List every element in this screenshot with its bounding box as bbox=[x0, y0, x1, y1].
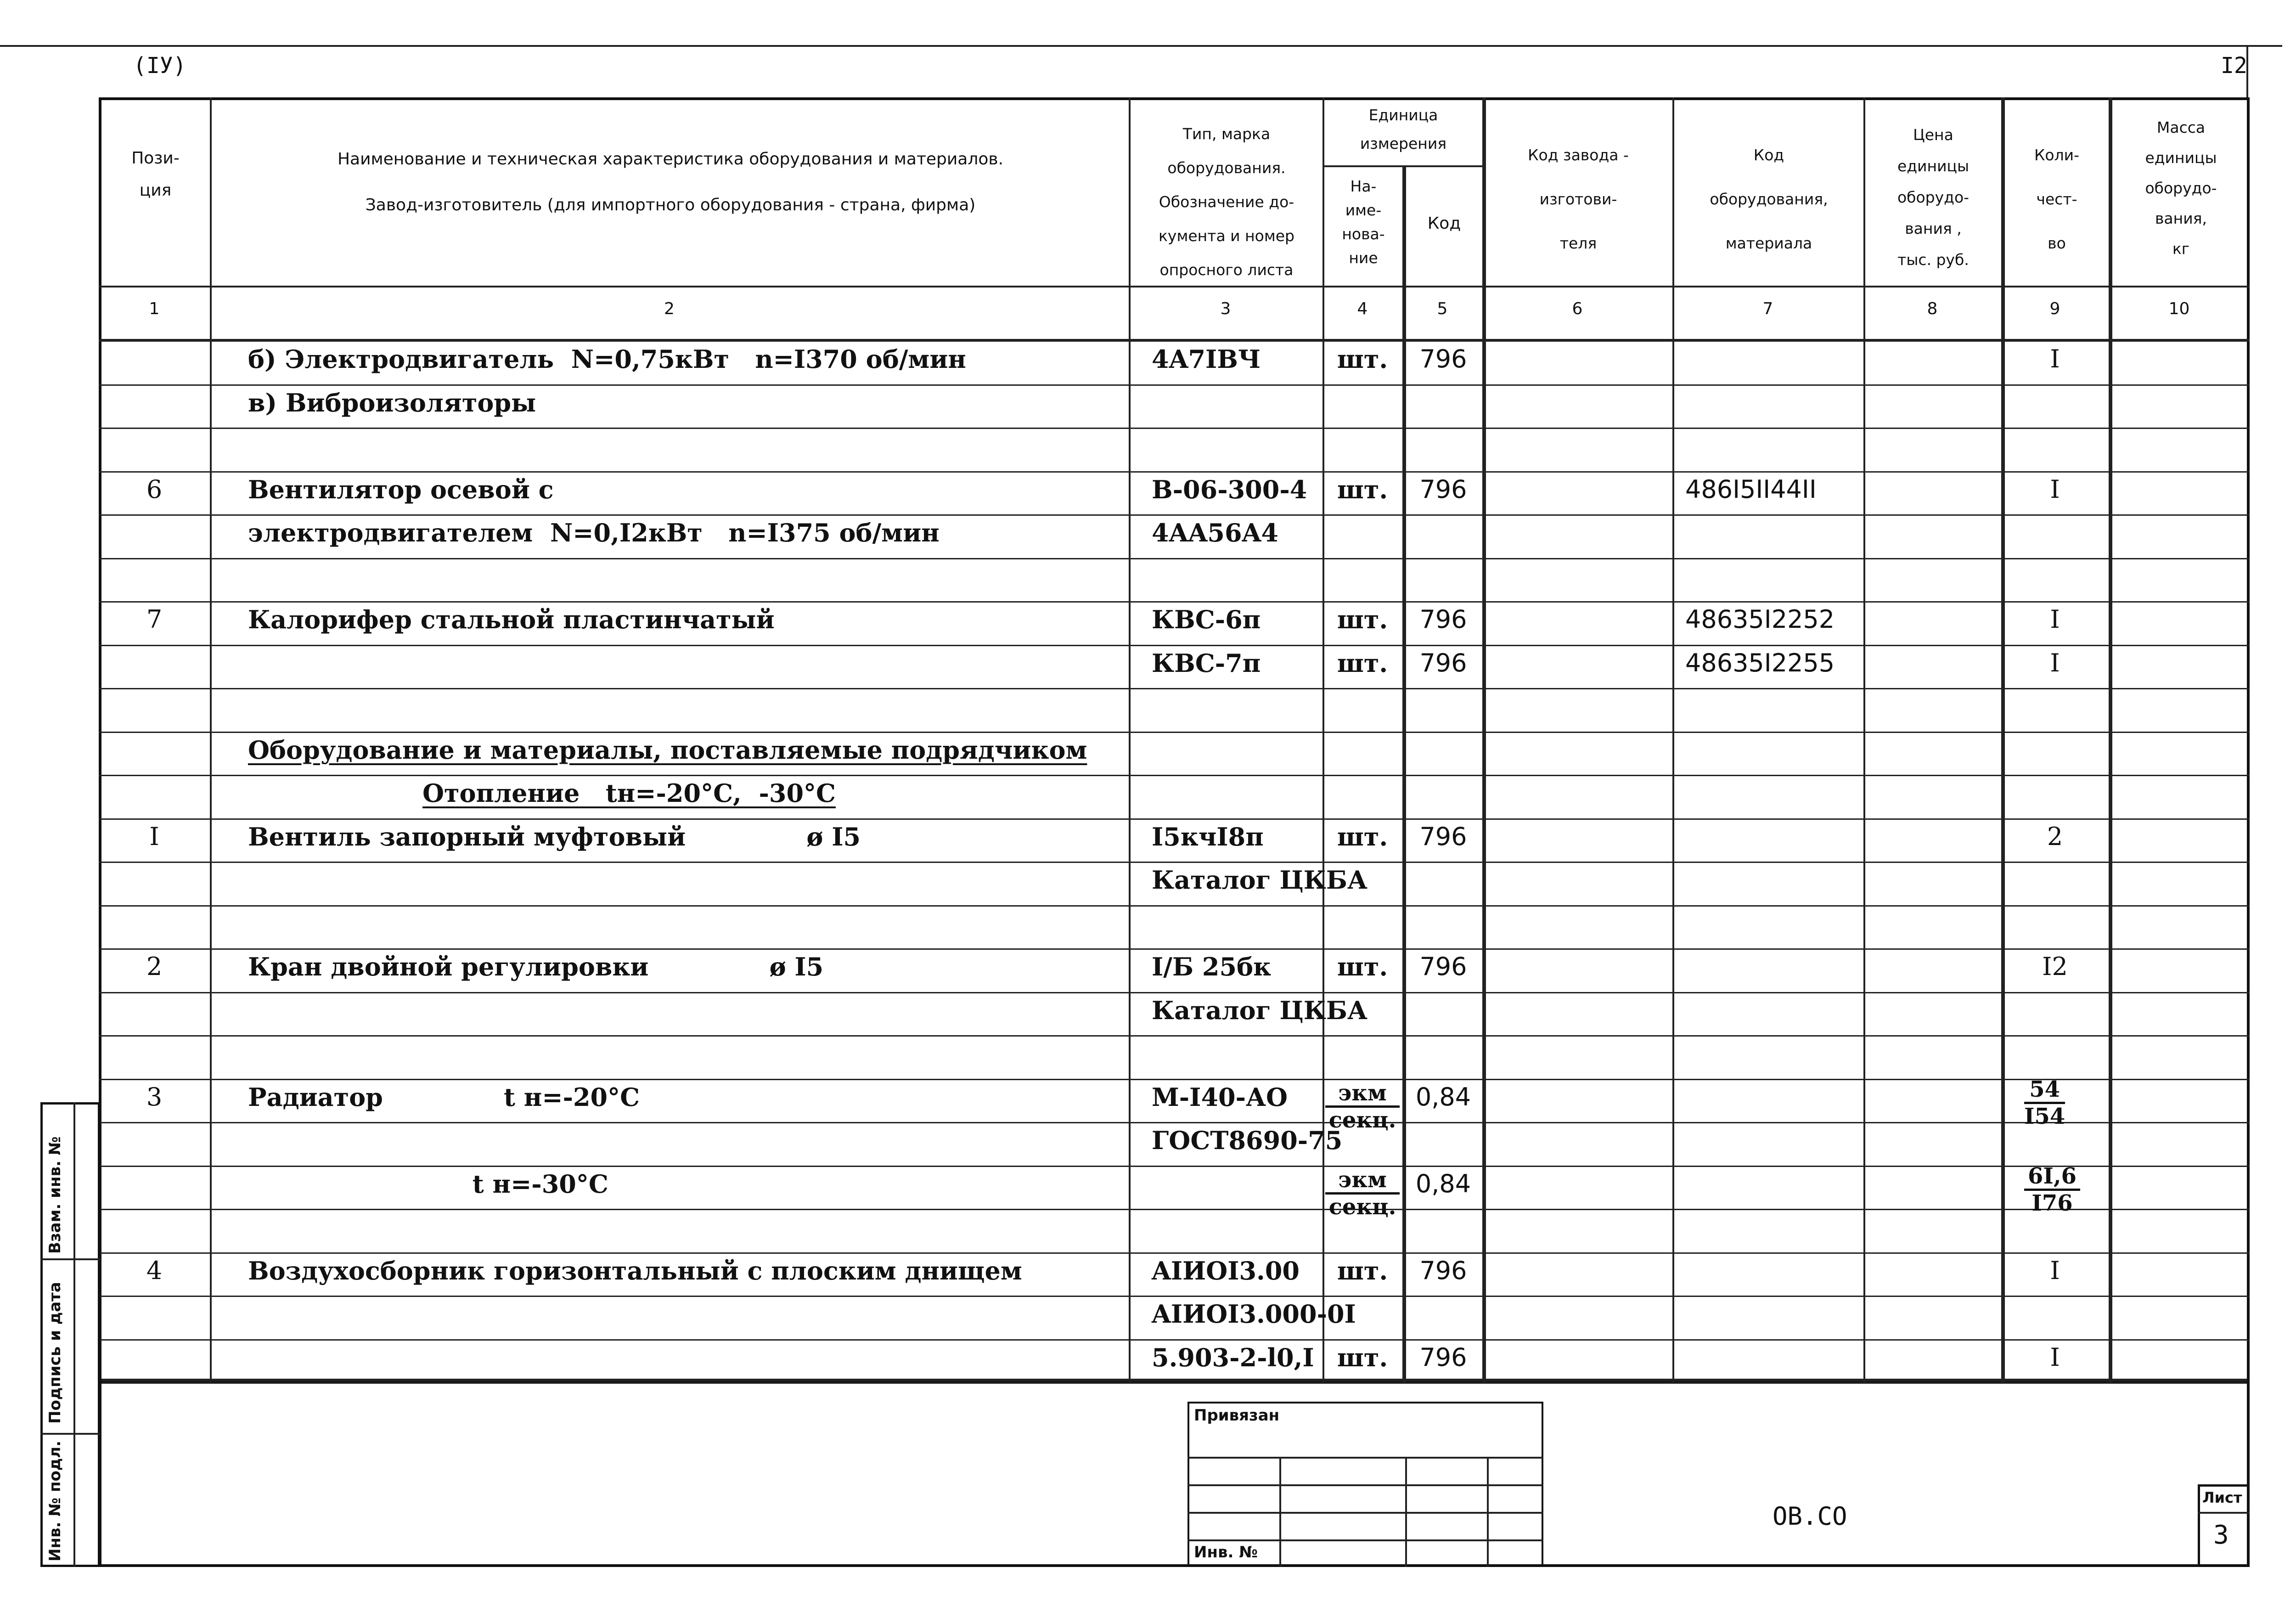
row-quantity: I bbox=[2050, 475, 2060, 504]
col-divider-7 bbox=[1863, 97, 1865, 1383]
binding-stamp-row-1 bbox=[1187, 1457, 1543, 1459]
sheet-number-divider bbox=[2198, 1512, 2250, 1514]
table-row-rule bbox=[99, 1339, 2250, 1341]
side-stamp-row-1 bbox=[40, 1258, 100, 1260]
side-replacement-inventory: Взам. инв. № bbox=[46, 1136, 64, 1254]
binding-stamp-row-4 bbox=[1187, 1539, 1543, 1541]
header-position: Пози- ция bbox=[131, 149, 180, 200]
row-unit-code: 796 bbox=[1419, 344, 1467, 373]
header-unit-group: Единица измерения bbox=[1360, 106, 1447, 152]
row-type-mark: КВС-6п bbox=[1152, 605, 1261, 634]
sheet-label: Лист bbox=[2202, 1489, 2242, 1506]
colnum-5: 5 bbox=[1437, 299, 1448, 318]
unit-group-rule bbox=[1322, 165, 1482, 167]
table-row-rule bbox=[99, 514, 2250, 516]
quantity-numerator: 6I,6 bbox=[2024, 1164, 2080, 1191]
row-quantity: I bbox=[2050, 1343, 2060, 1372]
binding-stamp-row-3 bbox=[1187, 1512, 1543, 1514]
side-signature-date: Подпись и дата bbox=[46, 1282, 64, 1424]
row-unit-name: шт. bbox=[1337, 1343, 1388, 1372]
row-item-name: Калорифер стальной пластинчатый bbox=[248, 605, 775, 634]
row-position: 2 bbox=[146, 952, 163, 981]
row-quantity-fraction bbox=[2024, 1077, 2065, 1129]
row-unit-name: шт. bbox=[1337, 952, 1388, 981]
colnum-1: 1 bbox=[149, 299, 160, 318]
row-type-mark: ГОСТ8690-75 bbox=[1152, 1126, 1343, 1155]
table-row-rule bbox=[99, 1122, 2250, 1123]
table-row-rule bbox=[99, 1166, 2250, 1167]
colnum-7: 7 bbox=[1762, 299, 1773, 318]
table-row-rule bbox=[99, 1035, 2250, 1037]
colnum-8: 8 bbox=[1927, 299, 1938, 318]
table-row-rule bbox=[99, 645, 2250, 646]
document-code: ОВ.СО bbox=[1773, 1502, 1847, 1531]
header-equipment-code: Код оборудования, материала bbox=[1710, 146, 1828, 252]
row-type-mark: I5кчI8п bbox=[1152, 822, 1264, 851]
row-equipment-code: 48635I2255 bbox=[1685, 648, 1835, 677]
row-unit-name: шт. bbox=[1337, 475, 1388, 504]
row-item-name: Вентиль запорный муфтовый ø I5 bbox=[248, 822, 861, 851]
row-position: I bbox=[149, 822, 159, 851]
row-type-mark: Каталог ЦКБА bbox=[1152, 996, 1367, 1025]
table-row-rule bbox=[99, 558, 2250, 559]
table-row-rule bbox=[99, 384, 2250, 386]
row-item-name: в) Виброизоляторы bbox=[248, 388, 536, 417]
row-unit-code: 796 bbox=[1419, 822, 1467, 851]
row-unit-fraction bbox=[1325, 1167, 1400, 1219]
table-row-rule bbox=[99, 862, 2250, 863]
colnum-10: 10 bbox=[2168, 299, 2190, 318]
row-type-mark: 4AA56A4 bbox=[1152, 518, 1278, 547]
unit-numerator: экм bbox=[1325, 1167, 1400, 1195]
table-row-rule bbox=[99, 1252, 2250, 1254]
header-mass: Масса единицы оборудо- вания, кг bbox=[2145, 118, 2217, 258]
row-item-name: Отопление tн=-20°С, -30°С bbox=[422, 778, 836, 808]
row-unit-code: 796 bbox=[1419, 648, 1467, 677]
table-row-rule bbox=[99, 1296, 2250, 1297]
quantity-denominator: I76 bbox=[2032, 1190, 2073, 1216]
row-item-name: Радиатор t н=-20°С bbox=[248, 1082, 640, 1112]
col-divider-3 bbox=[1322, 97, 1324, 1383]
table-row-rule bbox=[99, 818, 2250, 820]
top-page-box-divider bbox=[2246, 45, 2248, 100]
row-quantity: I2 bbox=[2042, 952, 2068, 981]
row-type-mark: КВС-7п bbox=[1152, 648, 1261, 678]
row-item-name: t н=-30°С bbox=[248, 1169, 608, 1199]
binding-inventory-label: Инв. № bbox=[1194, 1543, 1258, 1561]
binding-stamp-row-2 bbox=[1187, 1484, 1543, 1486]
header-unit-name: На- име- нова- ние bbox=[1342, 177, 1385, 267]
row-unit-name: шт. bbox=[1337, 648, 1388, 678]
row-type-mark: Каталог ЦКБА bbox=[1152, 865, 1367, 895]
table-row-rule bbox=[99, 601, 2250, 603]
row-type-mark: I/Б 25бк bbox=[1152, 952, 1272, 981]
row-position: 6 bbox=[146, 475, 163, 504]
table-row-rule bbox=[99, 471, 2250, 473]
colnum-9: 9 bbox=[2049, 299, 2060, 318]
col-divider-5 bbox=[1482, 97, 1486, 1383]
row-unit-code: 0,84 bbox=[1415, 1082, 1471, 1111]
table-row-rule bbox=[99, 905, 2250, 907]
page-number-top: I2 bbox=[2221, 53, 2247, 79]
row-type-mark: AIИОI3.00 bbox=[1152, 1256, 1300, 1285]
header-name-line2: Завод-изготовитель (для импортного оборудования - страна, фирма) bbox=[365, 196, 976, 214]
unit-denominator: секц. bbox=[1328, 1194, 1396, 1220]
row-item-name: Воздухосборник горизонтальный с плоским днищем bbox=[248, 1256, 1022, 1285]
row-item-name: Кран двойной регулировки ø I5 bbox=[248, 952, 824, 981]
row-type-mark: 5.903-2-l0,I bbox=[1152, 1343, 1314, 1372]
row-unit-code: 796 bbox=[1419, 475, 1467, 504]
side-original-inventory: Инв. № подл. bbox=[46, 1440, 64, 1561]
row-equipment-code: 48635I2252 bbox=[1685, 605, 1835, 634]
row-item-name: электродвигателем N=0,I2кВт n=I375 об/мин bbox=[248, 518, 940, 547]
row-unit-name: шт. bbox=[1337, 1256, 1388, 1285]
header-type: Тип, марка оборудования. Обозначение до- кумента и номер опросного листа bbox=[1158, 125, 1295, 279]
row-quantity: 2 bbox=[2047, 822, 2063, 851]
title-block-frame bbox=[99, 1379, 2250, 1567]
row-quantity: I bbox=[2050, 648, 2060, 677]
colnum-bottom-rule bbox=[99, 339, 2250, 342]
binding-label: Привязан bbox=[1194, 1406, 1280, 1425]
row-unit-code: 0,84 bbox=[1415, 1169, 1471, 1198]
unit-numerator: экм bbox=[1325, 1081, 1400, 1108]
unit-denominator: секц. bbox=[1328, 1107, 1396, 1133]
binding-stamp-col-3 bbox=[1487, 1457, 1489, 1567]
row-quantity-fraction bbox=[2024, 1164, 2080, 1216]
side-stamp-row-2 bbox=[40, 1433, 100, 1435]
row-unit-code: 796 bbox=[1419, 605, 1467, 634]
row-type-mark: AIИОI3.000-0I bbox=[1152, 1299, 1356, 1329]
row-quantity: I bbox=[2050, 605, 2060, 634]
header-factory-code: Код завода - изготови- теля bbox=[1528, 146, 1629, 252]
row-unit-code: 796 bbox=[1419, 1256, 1467, 1285]
row-type-mark: М-I40-АО bbox=[1152, 1082, 1288, 1112]
header-quantity: Коли- чест- во bbox=[2034, 146, 2080, 252]
col-divider-6 bbox=[1672, 97, 1674, 1383]
sheet-number: 3 bbox=[2213, 1520, 2229, 1550]
row-unit-name: шт. bbox=[1337, 344, 1388, 374]
header-price: Цена единицы оборудо- вания , тыс. руб. bbox=[1897, 126, 1970, 269]
binding-stamp-col-1 bbox=[1279, 1457, 1281, 1567]
top-rule bbox=[0, 45, 2282, 47]
row-equipment-code: 486I5II44II bbox=[1685, 475, 1817, 504]
table-row-rule bbox=[99, 428, 2250, 429]
quantity-numerator: 54 bbox=[2024, 1077, 2065, 1104]
row-item-name: Оборудование и материалы, поставляемые подрядчиком bbox=[248, 735, 1087, 765]
table-row-rule bbox=[99, 948, 2250, 950]
side-stamp-inner-divider bbox=[73, 1102, 75, 1567]
binding-stamp-col-2 bbox=[1405, 1457, 1407, 1567]
col-divider-8 bbox=[2001, 97, 2005, 1383]
table-row-rule bbox=[99, 732, 2250, 733]
sheet-index-label: (IУ) bbox=[133, 53, 186, 79]
row-position: 7 bbox=[146, 605, 163, 634]
row-item-name: б) Электродвигатель N=0,75кВт n=I370 об/мин bbox=[248, 344, 966, 374]
row-unit-code: 796 bbox=[1419, 952, 1467, 981]
colnum-3: 3 bbox=[1220, 299, 1231, 318]
col-divider-2 bbox=[1129, 97, 1131, 1383]
colnum-4: 4 bbox=[1357, 299, 1368, 318]
row-type-mark: 4A7IВЧ bbox=[1152, 344, 1261, 374]
header-name-line1: Наименование и техническая характеристика оборудования и материалов. bbox=[337, 150, 1004, 169]
table-row-rule bbox=[99, 688, 2250, 689]
table-row-rule bbox=[99, 1209, 2250, 1210]
row-type-mark: В-06-300-4 bbox=[1152, 475, 1307, 504]
row-position: 4 bbox=[146, 1256, 163, 1285]
row-unit-name: шт. bbox=[1337, 822, 1388, 851]
col-divider-9 bbox=[2109, 97, 2112, 1383]
row-unit-fraction bbox=[1325, 1081, 1400, 1133]
quantity-denominator: I54 bbox=[2024, 1104, 2065, 1129]
row-quantity: I bbox=[2050, 344, 2060, 373]
row-unit-code: 796 bbox=[1419, 1343, 1467, 1372]
header-unit-code: Код bbox=[1427, 214, 1461, 233]
colnum-6: 6 bbox=[1572, 299, 1583, 318]
col-divider-1 bbox=[210, 97, 212, 1383]
table-row-rule bbox=[99, 1079, 2250, 1080]
row-unit-name: шт. bbox=[1337, 605, 1388, 634]
table-row-rule bbox=[99, 992, 2250, 993]
table-row-rule bbox=[99, 775, 2250, 776]
row-quantity: I bbox=[2050, 1256, 2060, 1285]
row-position: 3 bbox=[146, 1082, 163, 1111]
colnum-2: 2 bbox=[664, 299, 675, 318]
row-item-name: Вентилятор осевой с bbox=[248, 475, 554, 504]
